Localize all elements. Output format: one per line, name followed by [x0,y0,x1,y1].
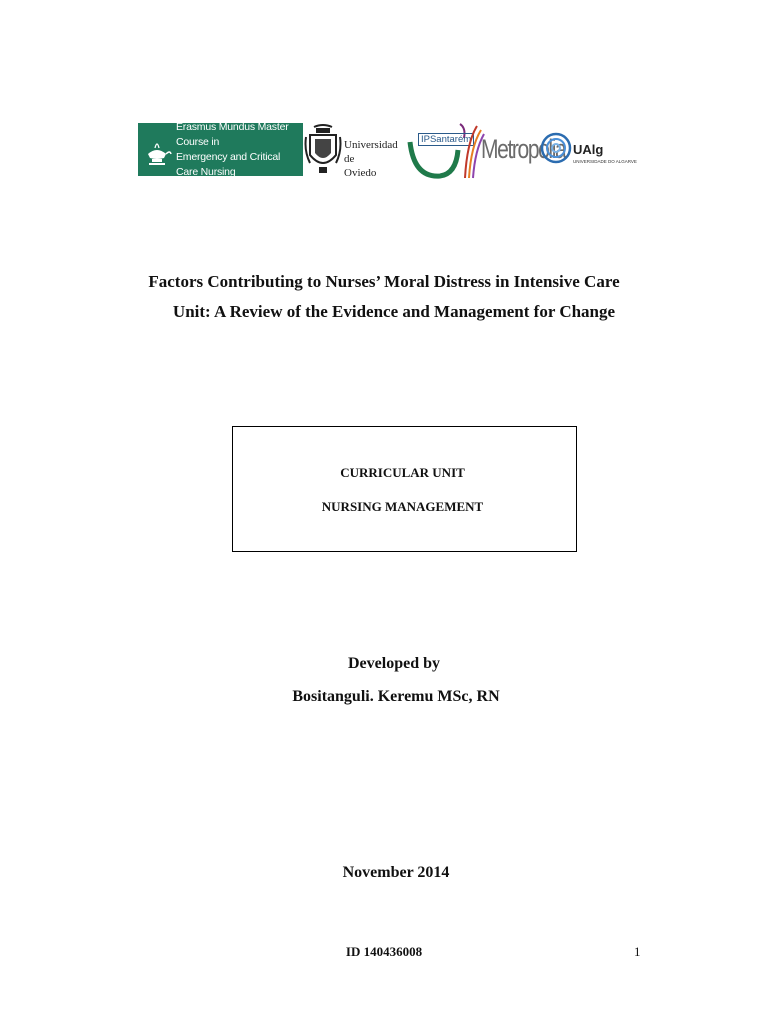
footer-id [0,944,768,960]
student-id: ID 140436008 [345,944,423,959]
document-title-line-2: Unit: A Review of the Evidence and Management for Change [172,302,616,321]
lamp-icon [142,130,172,170]
spiral-icon [540,128,574,168]
author-name: Bositanguli. Keremu MSc, RN [292,688,500,705]
curricular-unit-name: NURSING MANAGEMENT [321,499,484,514]
page-number: 1 [634,944,641,959]
ualg-logo [540,128,650,178]
developed-by-label: Developed by [348,655,440,672]
document-title-line-1: Factors Contributing to Nurses’ Moral Distress in Intensive Care [148,272,620,291]
crest-icon [304,123,342,175]
erasmus-logo-text: Erasmus Mundus Master Course in Emergency and Critical Care Nursing [176,120,289,178]
universidad-oviedo-logo [304,120,409,182]
swoosh-icon [406,120,468,182]
curricular-unit-heading: CURRICULAR UNIT [340,465,465,480]
document-date: November 2014 [342,864,450,881]
ip-santarem-logo [406,120,472,182]
erasmus-mundus-logo [138,120,303,178]
logo-banner [138,120,648,182]
curricular-unit-box [232,426,577,552]
ipsantarem-logo-text: IPSantarém [418,133,474,146]
oviedo-logo-text: Universidad de Oviedo [344,139,398,179]
metropolia-logo-text: Metropolia [481,134,566,164]
ualg-logo-text: UAlg [573,142,604,157]
ualg-logo-subtext: UNIVERSIDADE DO ALGARVE [573,159,637,164]
